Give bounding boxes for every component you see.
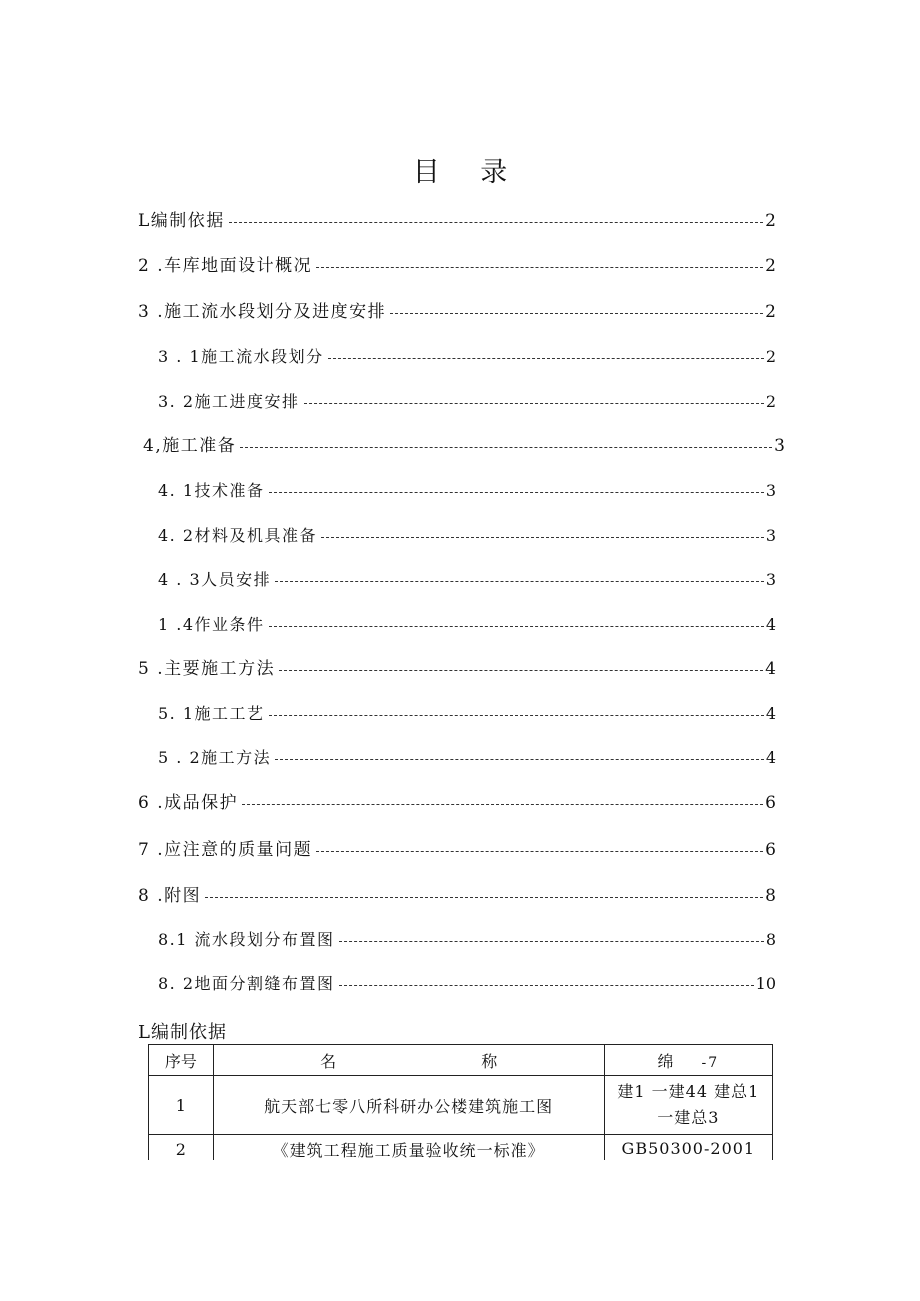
- toc-leader: [275, 759, 764, 760]
- toc-entry[interactable]: [158, 390, 776, 414]
- table-row: [149, 1076, 773, 1135]
- toc-entry[interactable]: [138, 657, 776, 681]
- header-code-suffix: -7: [701, 1054, 720, 1071]
- toc-entry[interactable]: [138, 838, 776, 862]
- toc-entry-page: 4: [765, 748, 776, 767]
- toc-entry[interactable]: [138, 254, 776, 278]
- toc-entry-page: 2: [765, 302, 776, 322]
- toc-entry-page: 3: [765, 481, 776, 500]
- toc-leader: [316, 851, 763, 852]
- header-name: [213, 1045, 604, 1076]
- toc-entry[interactable]: [158, 613, 776, 637]
- toc-entry-label: 5. 1施工工艺: [158, 704, 265, 723]
- header-no: 序号: [149, 1045, 214, 1076]
- toc-entry-page: 4: [765, 704, 776, 723]
- cell-code-line: GB50300-2001: [621, 1139, 756, 1158]
- toc-entry-page: 10: [755, 974, 776, 993]
- toc-leader: [269, 626, 764, 627]
- toc-entry[interactable]: [158, 972, 776, 996]
- toc-entry-label: 5 .主要施工方法: [138, 659, 276, 679]
- toc-entry-page: 4: [765, 615, 776, 634]
- toc-entry[interactable]: [138, 791, 776, 815]
- toc-entry[interactable]: [158, 746, 776, 770]
- toc-leader: [205, 897, 763, 898]
- toc-entry-label: 3 .施工流水段划分及进度安排: [138, 302, 387, 322]
- toc-entry-label: 3. 2施工进度安排: [158, 392, 300, 411]
- header-name-label: 名 称: [320, 1051, 568, 1071]
- toc-entry-label: 1 .4作业条件: [158, 615, 265, 634]
- toc-entry-page: 6: [765, 793, 776, 813]
- cell-name: 《建筑工程施工质量验收统一标准》: [213, 1135, 604, 1164]
- cell-no: 1: [149, 1076, 214, 1135]
- reference-table: [148, 1044, 773, 1164]
- toc-leader: [269, 715, 764, 716]
- toc-leader: [304, 403, 764, 404]
- toc-leader: [390, 313, 763, 314]
- toc-entry-label: 4,施工准备: [143, 436, 237, 456]
- header-code: [604, 1045, 772, 1076]
- toc-entry-label: 4. 1技术准备: [158, 481, 265, 500]
- section-heading: L编制依据: [138, 1022, 227, 1043]
- toc-entry[interactable]: [158, 568, 776, 592]
- toc-entry-label: 8 .附图: [138, 886, 202, 906]
- toc-entry-label: 8.1 流水段划分布置图: [158, 930, 335, 949]
- toc-entry-page: 3: [765, 570, 776, 589]
- toc-entry-label: 8. 2地面分割缝布置图: [158, 974, 335, 993]
- toc-entry[interactable]: [158, 345, 776, 369]
- toc-leader: [242, 804, 763, 805]
- toc-entry-label: 3 . 1施工流水段划分: [158, 347, 324, 366]
- toc-entry-page: 2: [765, 392, 776, 411]
- toc-leader: [275, 581, 764, 582]
- toc-leader: [229, 222, 763, 223]
- toc-leader: [240, 447, 772, 448]
- cell-no: 2: [149, 1135, 214, 1164]
- toc-entry-label: 4 . 3人员安排: [158, 570, 272, 589]
- toc-entry-page: 8: [765, 930, 776, 949]
- header-code-label: 绵: [657, 1051, 676, 1071]
- toc-entry-page: 2: [765, 347, 776, 366]
- toc-leader: [339, 941, 764, 942]
- toc-entry[interactable]: [158, 928, 776, 952]
- toc-entry-page: 2: [765, 256, 776, 276]
- toc-entry-label: 6 .成品保护: [138, 793, 239, 813]
- toc-leader: [328, 358, 764, 359]
- toc-entry-label: 5 . 2施工方法: [158, 748, 272, 767]
- toc-leader: [269, 492, 764, 493]
- toc-entry-label: 7 .应注意的质量问题: [138, 840, 313, 860]
- page-cut-mask: [140, 1160, 790, 1180]
- toc-entry[interactable]: [158, 524, 776, 548]
- toc-entry[interactable]: [138, 300, 776, 324]
- toc-leader: [339, 985, 754, 986]
- toc-leader: [316, 267, 763, 268]
- toc-entry-page: 3: [765, 526, 776, 545]
- toc-entry[interactable]: [138, 209, 776, 233]
- cell-name: 航天部七零八所科研办公楼建筑施工图: [213, 1076, 604, 1135]
- toc-entry-page: 2: [765, 211, 776, 231]
- toc-entry-page: 8: [765, 886, 776, 906]
- toc-entry[interactable]: [158, 702, 776, 726]
- cell-code: [604, 1076, 772, 1135]
- toc-entry[interactable]: [158, 479, 776, 503]
- toc-entry-page: 6: [765, 840, 776, 860]
- toc-entry-page: 4: [765, 659, 776, 679]
- cell-code-line: 一建总3: [657, 1108, 720, 1127]
- toc-leader: [279, 670, 763, 671]
- cell-code-line: 建1 一建44 建总1: [617, 1082, 760, 1101]
- toc-entry-label: L编制依据: [138, 211, 225, 231]
- toc-entry[interactable]: [138, 884, 776, 908]
- toc-entry-page: 3: [774, 436, 785, 456]
- toc-leader: [321, 537, 764, 538]
- toc-entry-label: 2 .车库地面设计概况: [138, 256, 313, 276]
- toc-title: 目 录: [412, 157, 524, 188]
- toc-entry[interactable]: [143, 434, 785, 458]
- table-header-row: [149, 1045, 773, 1076]
- toc-entry-label: 4. 2材料及机具准备: [158, 526, 318, 545]
